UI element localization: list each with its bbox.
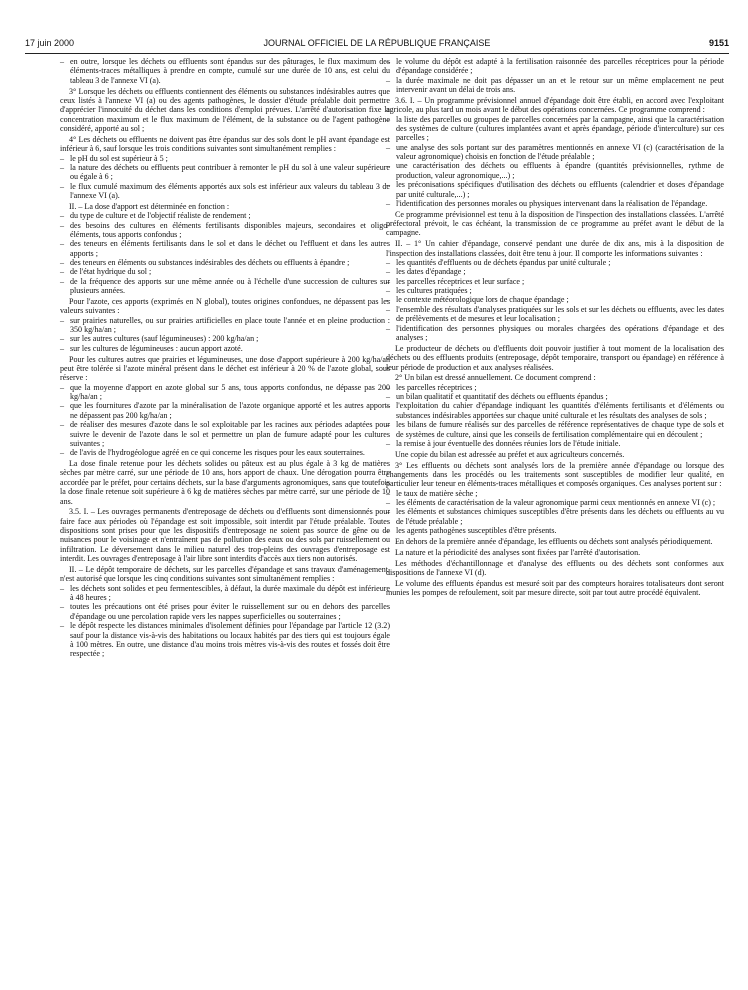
- issue-date: 17 juin 2000: [25, 38, 75, 48]
- paragraph: II. – 1° Un cahier d'épandage, conservé pendant une durée de dix ans, mis à la disposition de l'inspection des installations classées, doit être tenu à jour. Il comporte les informations suivantes :: [386, 239, 724, 258]
- paragraph: II. – La dose d'apport est déterminée en fonction :: [69, 201, 230, 211]
- list-item: – de l'avis de l'hydrogéologue agréé en ce qui concerne les risques pour les eaux souterraines.: [60, 448, 390, 457]
- list-item: – une analyse des sols portant sur des paramètres mentionnés en annexe VI (c) (caractérisation de la valeur agronomique) choisis en fonction de l'étude préalable ;: [386, 143, 724, 162]
- paragraph: Pour l'azote, ces apports (exprimés en N global), toutes origines confondues, ne dépassent pas les valeurs suivantes :: [60, 296, 390, 316]
- list-item: – le taux de matière sèche ;: [386, 489, 724, 498]
- list-item: – les dates d'épandage ;: [386, 267, 724, 276]
- paragraph: Pour les cultures autres que prairies et légumineuses, une dose d'apport supérieure à 200 kg/ha/an peut être tolérée si l'azote minéral présent dans le déchet est inférieur à 20 % de l'azote global, sous réserve :: [60, 354, 390, 383]
- journal-title: JOURNAL OFFICIEL DE LA RÉPUBLIQUE FRANÇAISE: [263, 38, 491, 48]
- list-item: – du type de culture et de l'objectif réaliste de rendement ;: [60, 211, 390, 220]
- list-item: – les éléments et substances chimiques susceptibles d'être présents dans les déchets ou effluents au vu de l'étude préalable ;: [386, 507, 724, 526]
- list-item: – l'identification des personnes physiques ou morales chargées des opérations d'épandage et des analyses ;: [386, 324, 724, 343]
- list-item: – sur les autres cultures (sauf légumineuses) : 200 kg/ha/an ;: [60, 334, 390, 343]
- paragraph: II. – Le dépôt temporaire de déchets, sur les parcelles d'épandage et sans travaux d'aménagement, n'est autorisé que lorsque les cinq conditions suivantes sont simultanément remplies :: [60, 565, 390, 584]
- paragraph: 4° Les déchets ou effluents ne doivent pas être épandus sur des sols dont le pH avant épandage est inférieur à 6, sauf lorsque les trois conditions suivantes sont simultanément remplies :: [60, 134, 390, 154]
- list-item: – sur prairies naturelles, ou sur prairies artificielles en place toute l'année et en pleine production : 350 kg/ha/an ;: [60, 316, 390, 335]
- paragraph: Ce programme prévisionnel est tenu à la disposition de l'inspection des installations classées. L'arrêté préfectoral prévoit, le cas échéant, la transmission de ce programme au préfet avant le début de la campagne.: [386, 209, 724, 238]
- list-item: – les déchets sont solides et peu fermentescibles, à défaut, la durée maximale du dépôt est inférieure à 48 heures ;: [60, 584, 390, 603]
- list-item: – les parcelles réceptrices ;: [386, 383, 724, 392]
- list-item: – les bilans de fumure réalisés sur des parcelles de référence représentatives de chaque type de sols et de systèmes de culture, ainsi que les conseils de fertilisation complémentaire qui en découlent ;: [386, 420, 724, 439]
- list-item: – le volume du dépôt est adapté à la fertilisation raisonnée des parcelles réceptrices pour la période d'épandage considérée ;: [386, 57, 724, 76]
- list-item: – toutes les précautions ont été prises pour éviter le ruissellement sur ou en dehors des parcelles d'épandage ou une percolation rapide vers les nappes superficielles ou souterraines ;: [60, 602, 390, 621]
- list-item: – de la fréquence des apports sur une même année ou à l'échelle d'une succession de cultures sur plusieurs années.: [60, 277, 390, 296]
- right-column: [386, 57, 724, 598]
- list-item: – de réaliser des mesures d'azote dans le sol exploitable par les racines aux périodes adaptées pour suivre le devenir de l'azote dans le sol et permettre un plan de fumure adapté pour les cultures suivantes ;: [60, 420, 390, 448]
- list-item: – le flux cumulé maximum des éléments apportés aux sols est inférieur aux valeurs du tableau 3 de l'annexe VI (a).: [60, 182, 390, 201]
- list-item: – en outre, lorsque les déchets ou effluents sont épandus sur des pâturages, le flux maximum des éléments-traces métalliques à prendre en compte, cumulé sur une durée de 10 ans, est celui du tableau 3 de l'annexe VI (a).: [60, 57, 390, 85]
- page-header: [25, 36, 729, 50]
- list-item: – les parcelles réceptrices et leur surface ;: [386, 277, 724, 286]
- list-item: – la remise à jour éventuelle des données réunies lors de l'étude initiale.: [386, 439, 724, 448]
- list-item: – les préconisations spécifiques d'utilisation des déchets ou effluents (calendrier et doses d'épandage par unité culturale,...) ;: [386, 180, 724, 199]
- list-item: – la durée maximale ne doit pas dépasser un an et le retour sur un même emplacement ne peut intervenir avant un délai de trois ans.: [386, 76, 724, 95]
- list-item: – que les fournitures d'azote par la minéralisation de l'azote organique apporté et les autres apports ne dépassent pas 200 kg/ha/an ;: [60, 401, 390, 420]
- list-item: – la liste des parcelles ou groupes de parcelles concernées par la campagne, ainsi que la caractérisation des systèmes de culture (cultures implantées avant et après épandage, période d'interculture) sur ces parcelles ;: [386, 115, 724, 143]
- list-item: – l'ensemble des résultats d'analyses pratiquées sur les sols et sur les déchets ou effluents, avec les dates de prélèvements et de mesures et leur localisation ;: [386, 305, 724, 324]
- paragraph: Le volume des effluents épandus est mesuré soit par des compteurs horaires totalisateurs dont seront munies les pompes de refoulement, soit par mesure directe, soit par tout autre procédé équivalent.: [386, 578, 724, 598]
- list-item: – des teneurs en éléments ou substances indésirables des déchets ou effluents à épandre ;: [60, 258, 390, 267]
- list-item: – un bilan qualitatif et quantitatif des déchets ou effluents épandus ;: [386, 392, 724, 401]
- list-item: – des teneurs en éléments fertilisants dans le sol et dans le déchet ou l'effluent et dans les autres apports ;: [60, 239, 390, 258]
- list-item: – des besoins des cultures en éléments fertilisants disponibles majeurs, secondaires et oligo-éléments, tous apports confondus ;: [60, 221, 390, 240]
- list-item: – sur les cultures de légumineuses : aucun apport azoté.: [60, 344, 390, 353]
- paragraph: La dose finale retenue pour les déchets solides ou pâteux est au plus égale à 3 kg de matières sèches par mètre carré, sur une période de 10 ans, hors apport de chaux. Une dérogation pourra être accordée par le préfet, pour certains déchets, sur la base d'arguments agronomiques, sans que toutefois la dose finale retenue soit supérieure à 6 kg de matières sèches par mètre carré, sur une période de 10 ans.: [60, 459, 390, 506]
- list-item: – que la moyenne d'apport en azote global sur 5 ans, tous apports confondus, ne dépasse pas 200 kg/ha/an ;: [60, 383, 390, 402]
- paragraph: 3° Lorsque les déchets ou effluents contiennent des éléments ou substances indésirables autres que ceux listés à l'annexe VI (a) ou des agents pathogènes, le dossier d'étude préalable doit permettre d'apprécier l'innocuité du déchet dans les conditions d'emploi prévues. L'arrêté d'autorisation fixe la concentration maximum et le flux maximum de l'élément, de la substance ou de l'agent pathogène considéré, apporté au sol ;: [60, 86, 390, 134]
- list-item: – une caractérisation des déchets ou effluents à épandre (quantités prévisionnelles, rythme de production, valeur agronomique,...) ;: [386, 161, 724, 180]
- paragraph: En dehors de la première année d'épandage, les effluents ou déchets sont analysés périodiquement.: [395, 536, 713, 546]
- left-column: [60, 57, 390, 659]
- list-item: – les quantités d'effluents ou de déchets épandus par unité culturale ;: [386, 258, 724, 267]
- paragraph: Le producteur de déchets ou d'effluents doit pouvoir justifier à tout moment de la localisation des déchets ou des effluents produits (entreposage, dépôt temporaire, transport ou épandage) en référence à leur période de production et aux analyses réalisées.: [386, 343, 724, 372]
- list-item: – les éléments de caractérisation de la valeur agronomique parmi ceux mentionnés en annexe VI (c) ;: [386, 498, 724, 507]
- list-item: – la nature des déchets ou effluents peut contribuer à remonter le pH du sol à une valeur supérieure ou égale à 6 ;: [60, 163, 390, 182]
- list-item: – de l'état hydrique du sol ;: [60, 267, 390, 276]
- list-item: – les cultures pratiquées ;: [386, 286, 724, 295]
- list-item: – le contexte météorologique lors de chaque épandage ;: [386, 295, 724, 304]
- header-rule: [25, 53, 729, 54]
- paragraph: 3.5. I. – Les ouvrages permanents d'entreposage de déchets ou d'effluents sont dimensionnés pour faire face aux périodes où l'épandage est soit impossible, soit interdit par l'étude préalable. Toutes dispositions sont prises pour que les dispositifs d'entreposage ne soient pas source de gêne ou de nuisances pour le voisinage et n'entraînent pas de pollution des eaux ou des sols par ruissellement ou infiltration. Le déversement dans le milieu naturel des trop-pleins des ouvrages d'entreposage est interdit. Les ouvrages d'entreposage à l'air libre sont interdits d'accès aux tiers non autorisés.: [60, 507, 390, 564]
- paragraph: 3.6. I. – Un programme prévisionnel annuel d'épandage doit être établi, en accord avec l'exploitant agricole, au plus tard un mois avant le début des opérations concernées. Ce programme comprend :: [386, 95, 724, 115]
- paragraph: 3° Les effluents ou déchets sont analysés lors de la première année d'épandage ou lorsque des changements dans les procédés ou les traitements sont susceptibles de modifier leur qualité, en particulier leur teneur en éléments-traces métalliques et composés organiques. Ces analyses portent sur :: [386, 460, 724, 489]
- list-item: – le dépôt respecte les distances minimales d'isolement définies pour l'épandage par l'article 12 (3.2) sauf pour la distance vis-à-vis des habitations ou locaux habités par des tiers qui est toujours égale à 100 mètres. En outre, une distance d'au moins trois mètres vis-à-vis des routes et fossés doit être respectée ;: [60, 621, 390, 658]
- list-item: – l'identification des personnes morales ou physiques intervenant dans la réalisation de l'épandage.: [386, 199, 724, 208]
- paragraph: 2° Un bilan est dressé annuellement. Ce document comprend :: [395, 373, 596, 383]
- page-number: 9151: [708, 38, 729, 48]
- paragraph: Une copie du bilan est adressée au préfet et aux agriculteurs concernés.: [395, 449, 625, 459]
- paragraph: Les méthodes d'échantillonnage et d'analyse des effluents ou des déchets sont conformes aux dispositions de l'annexe VI (d).: [386, 558, 724, 578]
- list-item: – les agents pathogènes susceptibles d'être présents.: [386, 526, 724, 535]
- list-item: – le pH du sol est supérieur à 5 ;: [60, 154, 390, 163]
- list-item: – l'exploitation du cahier d'épandage indiquant les quantités d'éléments fertilisants et d'éléments ou substances indésirables apportées sur chaque unité culturale et les résultats des analyses de sols ;: [386, 401, 724, 420]
- paragraph: La nature et la périodicité des analyses sont fixées par l'arrêté d'autorisation.: [395, 547, 641, 557]
